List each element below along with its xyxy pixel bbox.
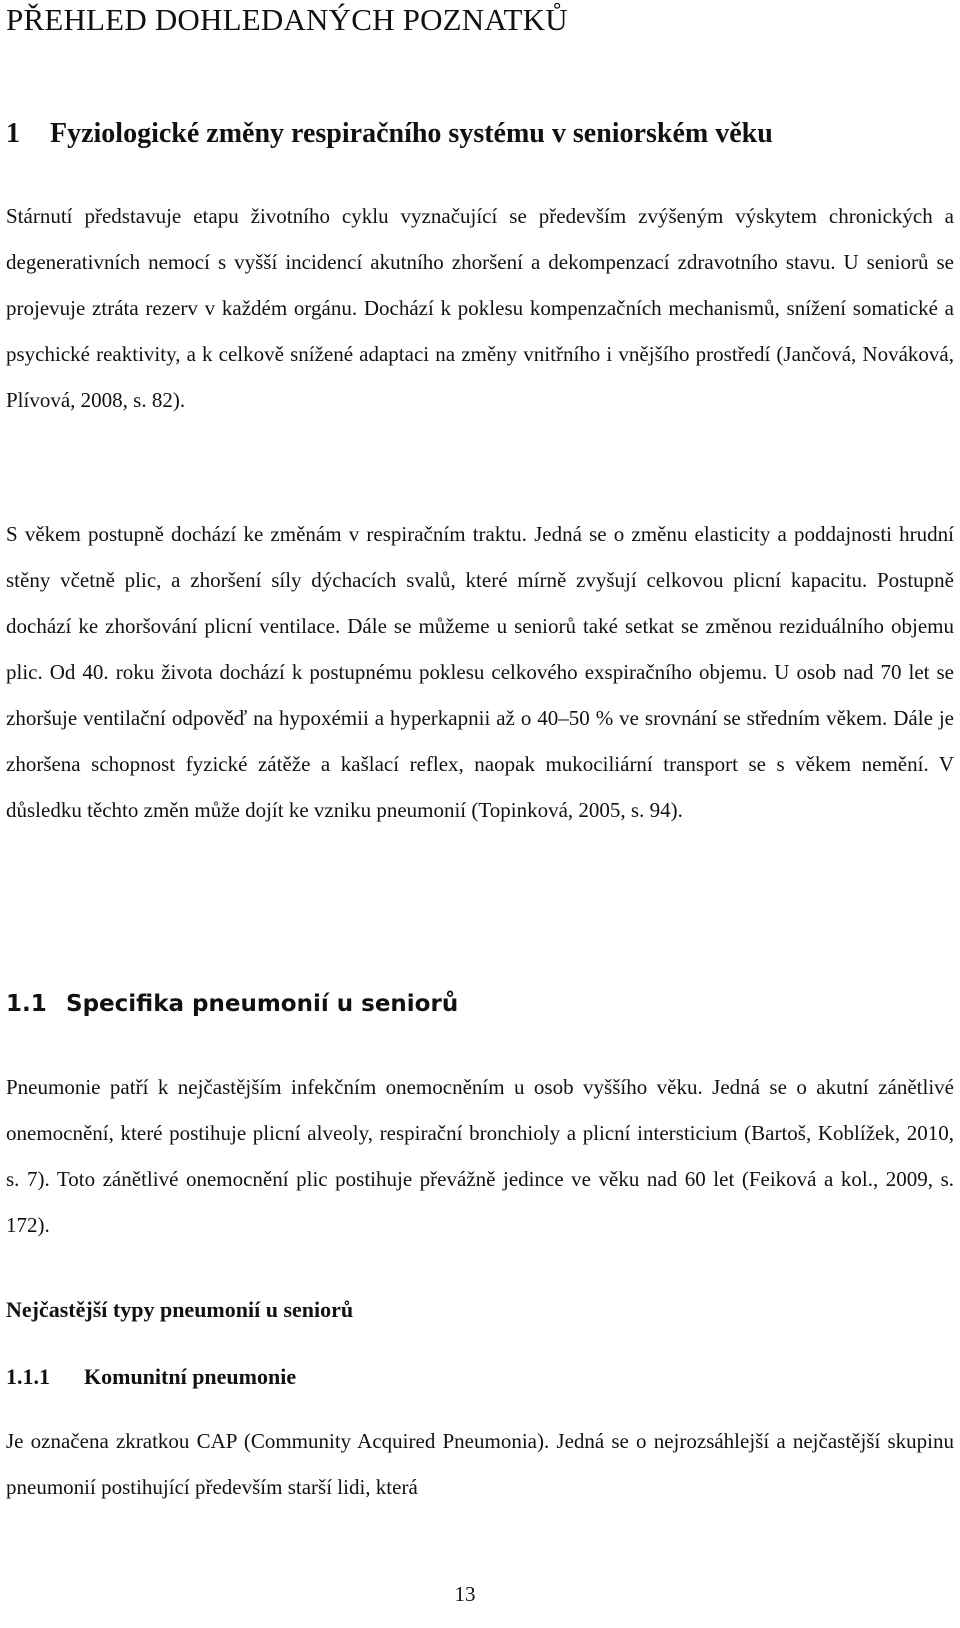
section-1-number: 1: [6, 118, 20, 149]
section-1-1-1-heading: [6, 1364, 296, 1390]
section-1-title: Fyziologické změny respiračního systému v seniorském věku: [50, 118, 773, 149]
paragraph-aging: Stárnutí představuje etapu životního cyklu vyznačující se především zvýšeným výskytem chronických a degenerativních nemocí s vyšší incidencí akutního zhoršení a dekompenzací zdravotního stavu. U seniorů se projevuje ztráta rezerv v každém orgánu. Dochází k poklesu kompenzačních mechanismů, snížení somatické a psychické reaktivity, a k celkově snížené adaptaci na změny vnitřního i vnějšího prostředí (Jančová, Nováková, Plívová, 2008, s. 82).: [6, 204, 954, 412]
paragraph-cap: Je označena zkratkou CAP (Community Acquired Pneumonia). Jedná se o nejrozsáhlejší a nejčastější skupinu pneumonií postihující především starší lidi, která: [6, 1429, 954, 1499]
subheading-pneumonia-types: Nejčastější typy pneumonií u seniorů: [6, 1297, 354, 1322]
document-title: PŘEHLED DOHLEDANÝCH POZNATKŮ: [6, 2, 568, 37]
section-1-1-1-title: Komunitní pneumonie: [84, 1364, 297, 1389]
section-1-1-number: 1.1: [6, 991, 47, 1017]
section-1-heading: [6, 118, 773, 150]
paragraph-pneumonia: Pneumonie patří k nejčastějším infekčním onemocněním u osob vyššího věku. Jedná se o akutní zánětlivé onemocnění, které postihuje plicní alveoly, respirační bronchioly a plicní intersticium (Bartoš, Koblížek, 2010, s. 7). Toto zánětlivé onemocnění plic postihuje převážně jedince ve věku nad 60 let (Feiková a kol., 2009, s. 172).: [6, 1075, 954, 1237]
section-1-1-title: Specifika pneumonií u seniorů: [66, 991, 459, 1017]
page-number: 13: [454, 1582, 476, 1606]
section-1-1-1-number: 1.1.1: [6, 1364, 50, 1389]
section-1-1-heading: [6, 991, 458, 1017]
paragraph-respiratory-changes: S věkem postupně dochází ke změnám v respiračním traktu. Jedná se o změnu elasticity a poddajnosti hrudní stěny včetně plic, a zhoršení síly dýchacích svalů, které mírně zvyšují celkovou plicní kapacitu. Postupně dochází ke zhoršování plicní ventilace. Dále se můžeme u seniorů také setkat se změnou reziduálního objemu plic. Od 40. roku života dochází k postupnému poklesu celkového exspiračního objemu. U osob nad 70 let se zhoršuje ventilační odpověď na hypoxémii a hyperkapnii až o 40–50 % ve srovnání se středním věkem. Dále je zhoršena schopnost fyzické zátěže a kašlací reflex, naopak mukociliární transport se s věkem nemění. V důsledku těchto změn může dojít ke vzniku pneumonií (Topinková, 2005, s. 94).: [6, 522, 954, 822]
